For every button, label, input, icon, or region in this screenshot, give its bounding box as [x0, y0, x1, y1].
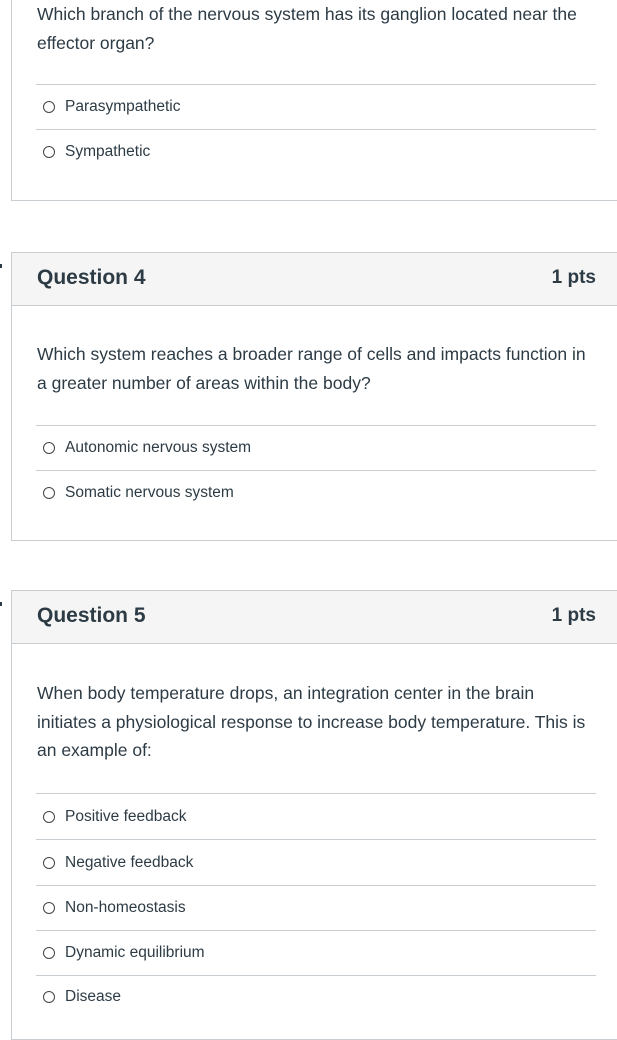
- question-points: 1 pts: [551, 267, 596, 288]
- answer-label: Autonomic nervous system: [65, 438, 252, 456]
- answer-option[interactable]: [36, 85, 596, 130]
- question-text: Which branch of the nervous system has its ganglion located near the effector organ?: [37, 4, 577, 53]
- radio-button-icon[interactable]: [43, 991, 55, 1003]
- answer-list: [36, 793, 596, 1018]
- answer-option[interactable]: [36, 931, 596, 976]
- radio-button-icon[interactable]: [43, 101, 55, 113]
- question-title: Question 4: [37, 266, 146, 289]
- radio-button-icon[interactable]: [43, 442, 55, 454]
- question-marker: [0, 602, 2, 606]
- answer-list: [36, 84, 596, 174]
- answer-label: Parasympathetic: [65, 97, 181, 115]
- answer-option[interactable]: [36, 130, 596, 175]
- answer-label: Non-homeostasis: [65, 899, 186, 916]
- question-text: When body temperature drops, an integration center in the brain initiates a physiological response to increase body temperature. This is an example of:: [37, 683, 586, 760]
- radio-button-icon[interactable]: [43, 857, 55, 869]
- answer-option[interactable]: [36, 886, 596, 931]
- question-points: 1 pts: [551, 605, 596, 626]
- question-marker: [0, 264, 2, 268]
- question-header: [12, 591, 617, 644]
- answer-list: [36, 425, 596, 515]
- answer-option[interactable]: [36, 426, 596, 471]
- question-header: [12, 253, 617, 306]
- question-text: Which system reaches a broader range of cells and impacts function in a greater number of areas within the body?: [37, 344, 586, 393]
- answer-option[interactable]: [36, 976, 596, 1018]
- answer-label: Dynamic equilibrium: [65, 944, 205, 961]
- answer-option[interactable]: [36, 794, 596, 840]
- answer-label: Positive feedback: [65, 807, 187, 825]
- radio-button-icon[interactable]: [43, 487, 55, 499]
- answer-label: Somatic nervous system: [65, 483, 234, 501]
- answer-label: Negative feedback: [65, 853, 194, 871]
- answer-option[interactable]: [36, 471, 596, 516]
- answer-label: Disease: [65, 988, 121, 1005]
- radio-button-icon[interactable]: [43, 947, 55, 959]
- question-card-3: [11, 0, 617, 201]
- question-card-5: [11, 590, 617, 1040]
- question-title: Question 5: [37, 604, 146, 627]
- radio-button-icon[interactable]: [43, 146, 55, 158]
- question-card-4: [11, 252, 617, 541]
- radio-button-icon[interactable]: [43, 902, 55, 914]
- radio-button-icon[interactable]: [43, 811, 55, 823]
- answer-option[interactable]: [36, 840, 596, 886]
- answer-label: Sympathetic: [65, 142, 151, 160]
